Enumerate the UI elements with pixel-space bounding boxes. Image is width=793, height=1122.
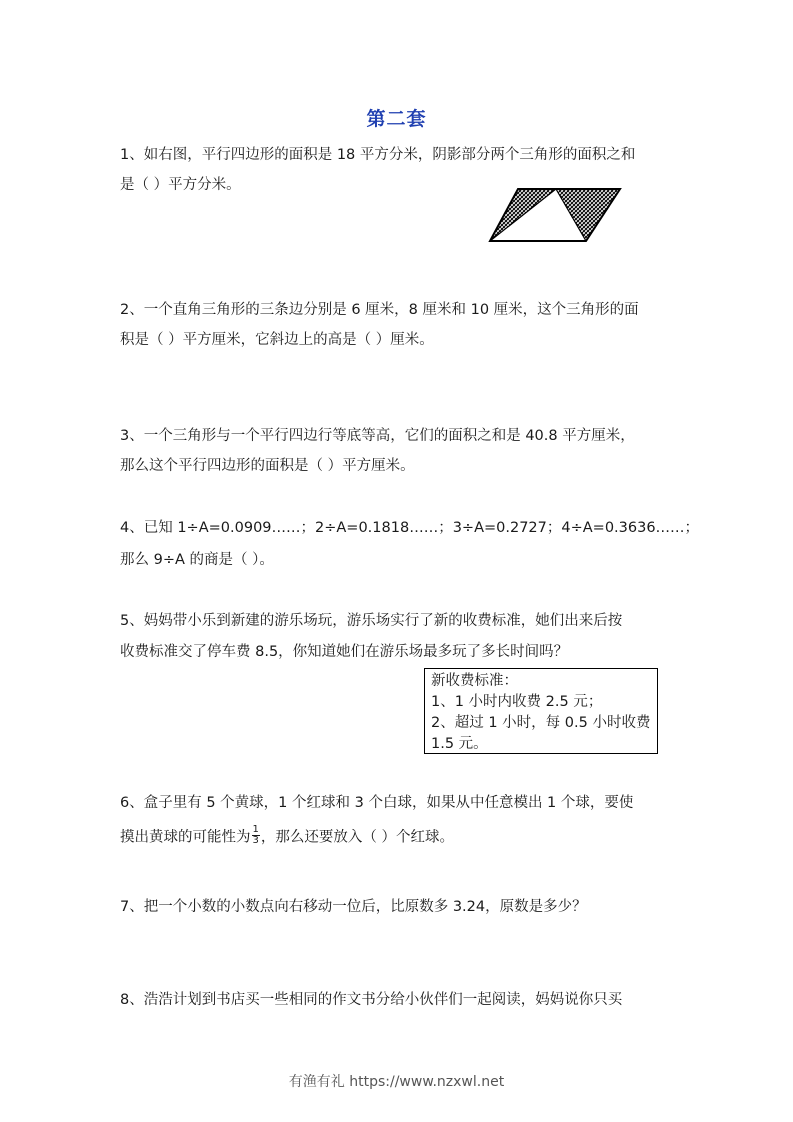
question-5-line-1: 5、妈妈带小乐到新建的游乐场玩，游乐场实行了新的收费标准，她们出来后按 [120, 613, 623, 629]
page-title: 第二套 [366, 108, 427, 130]
fee-standard-box [424, 668, 658, 754]
question-2-line-1: 2、一个直角三角形的三条边分别是 6 厘米，8 厘米和 10 厘米，这个三角形的面 [120, 302, 639, 318]
question-6-text-after-fraction: ，那么还要放入（ ）个红球。 [260, 829, 454, 846]
question-3-line-1: 3、一个三角形与一个平行四边行等底等高，它们的面积之和是 40.8 平方厘米， [120, 428, 635, 444]
question-2-line-2: 积是（ ）平方厘米，它斜边上的高是（ ）厘米。 [120, 332, 434, 348]
question-5-line-2: 收费标准交了停车费 8.5，你知道她们在游乐场最多玩了多长时间吗？ [120, 644, 569, 660]
fraction-denominator: 3 [252, 835, 259, 846]
fraction-numerator: 1 [252, 824, 259, 835]
question-6-line-1: 6、盒子里有 5 个黄球，1 个红球和 3 个白球，如果从中任意模出 1 个球，要使 [120, 795, 634, 811]
footer-watermark: 有渔有礼 https://www.nzxwl.net [288, 1074, 505, 1090]
shaded-triangle-right [556, 189, 620, 241]
question-8-line-1: 8、浩浩计划到书店买一些相同的作文书分给小伙伴们一起阅读，妈妈说你只买 [120, 992, 623, 1008]
question-6-text-before-fraction: 摸出黄球的可能性为 [120, 829, 251, 846]
fee-box-heading: 新收费标准： [431, 673, 518, 689]
question-1-line-1: 1、如右图，平行四边形的面积是 18 平方分米，阴影部分两个三角形的面积之和 [120, 147, 636, 163]
question-4-line-2: 那么 9÷A 的商是（ ）。 [120, 552, 274, 568]
fee-rule-2: 2、超过 1 小时，每 0.5 小时收费 [431, 715, 651, 731]
probability-fraction [252, 825, 260, 846]
question-4-line-1: 4、已知 1÷A=0.0909……；2÷A=0.1818……；3÷A=0.2727；4÷A=0.3636……； [120, 520, 700, 536]
question-1-line-2: 是（ ）平方分米。 [120, 177, 241, 193]
fee-rule-2-continued: 1.5 元。 [431, 736, 488, 752]
question-6-line-2 [120, 824, 454, 848]
parallelogram-figure [488, 187, 622, 249]
question-7-line-1: 7、把一个小数的小数点向右移动一位后，比原数多 3.24，原数是多少？ [120, 899, 587, 915]
parallelogram-diagram [488, 187, 622, 245]
shaded-triangle-left [490, 189, 556, 241]
question-3-line-2: 那么这个平行四边形的面积是（ ）平方厘米。 [120, 458, 415, 474]
fee-rule-1: 1、1 小时内收费 2.5 元； [431, 694, 603, 710]
